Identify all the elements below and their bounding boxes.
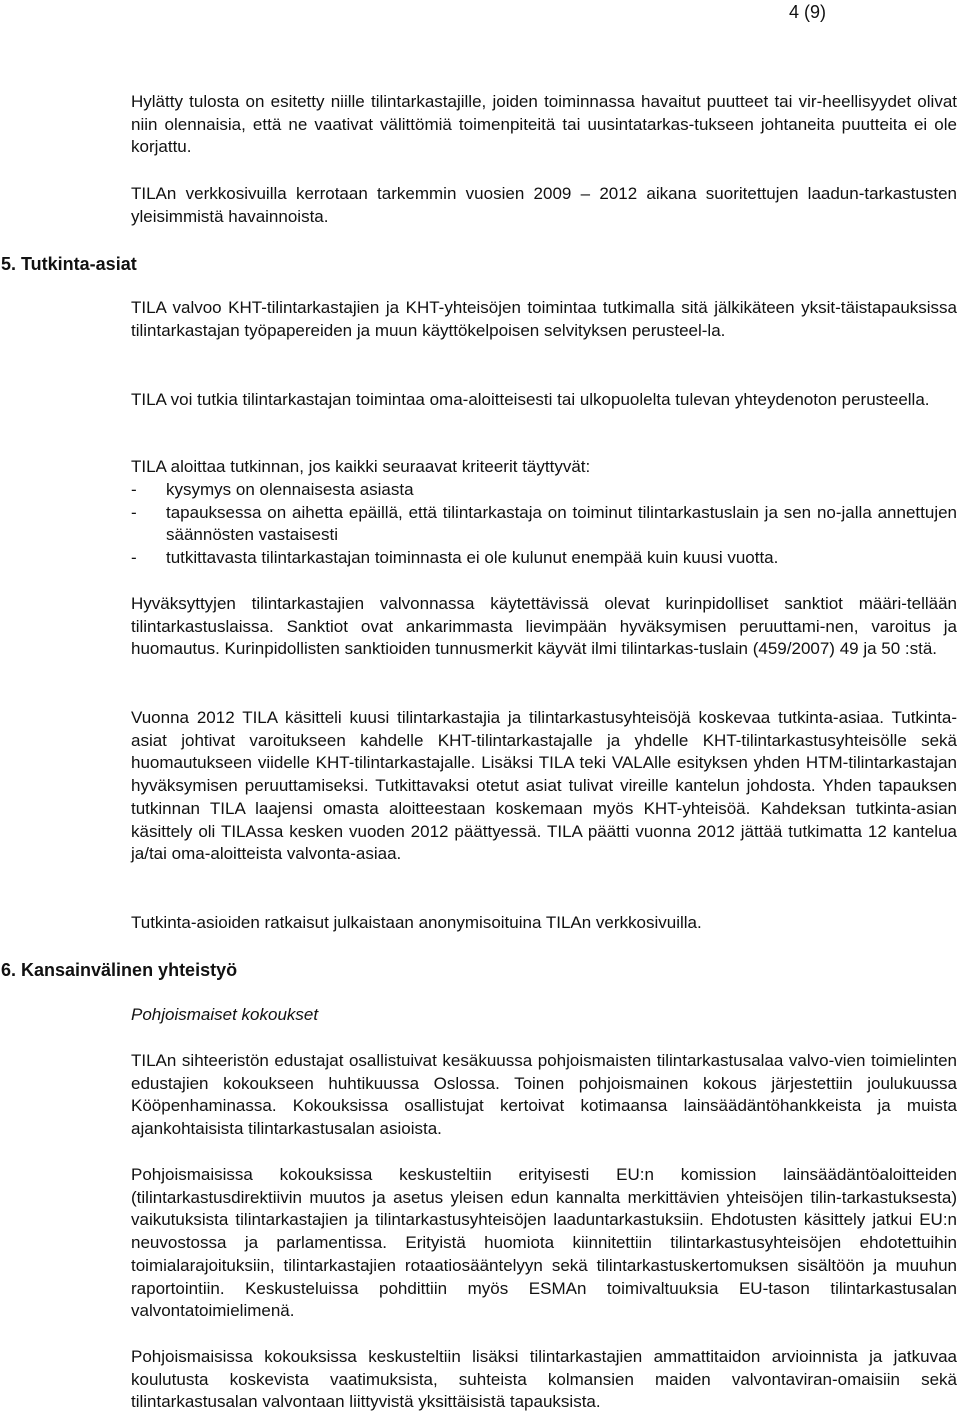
section-5-paragraph-2: TILA voi tutkia tilintarkastajan toimintaa oma-aloitteisesti tai ulkopuolelta tulevan yhteydenoton perusteella. <box>131 390 930 409</box>
section-6-subheading: Pohjoismaiset kokoukset <box>131 1005 319 1024</box>
list-item-text: tapauksessa on aihetta epäillä, että tilintarkastaja on toiminut tilintarkastuslain ja sen no-jalla annettujen säännösten vastaisesti <box>166 502 957 545</box>
intro-paragraph-1: Hylätty tulosta on esitetty niille tilintarkastajille, joiden toiminnassa havaitut puutteet tai vir-heellisyydet olivat niin olennaisia, että ne vaativat välittömiä toimenpiteitä tai uusintatarkas-tukseen johtaneita puutteita ei ole korjattu. <box>131 92 957 157</box>
criteria-list <box>131 479 957 570</box>
section-5-paragraph-5: Tutkinta-asioiden ratkaisut julkaistaan anonymisoituina TILAn verkkosivuilla. <box>131 913 702 932</box>
intro-paragraph-2: TILAn verkkosivuilla kerrotaan tarkemmin vuosien 2009 – 2012 aikana suoritettujen laadun-tarkastusten yleisimmistä havainnoista. <box>131 184 957 226</box>
list-dash: - <box>131 502 137 522</box>
list-item <box>131 547 957 570</box>
list-item <box>131 479 957 502</box>
page-number: 4 (9) <box>788 2 826 22</box>
list-item-text: kysymys on olennaisesta asiasta <box>166 480 414 499</box>
section-6-heading: 6. Kansainvälinen yhteistyö <box>1 960 238 980</box>
list-dash: - <box>131 480 137 499</box>
section-6-paragraph-1: TILAn sihteeristön edustajat osallistuivat kesäkuussa pohjoismaisten tilintarkastusalaa valvo-vien toimielinten edustajien kokoukseen huhtikuussa Oslossa. Toinen pohjoismainen kokous järjestettiin joulukuussa Kööpenhaminassa. Kokouksissa osallistujat kertoivat kotimaansa lainsäädäntöhankkeista ja muista ajankohtaisista tilintarkastusalan asioista. <box>131 1051 957 1139</box>
section-5-heading: 5. Tutkinta-asiat <box>1 254 137 274</box>
criteria-intro: TILA aloittaa tutkinnan, jos kaikki seuraavat kriteerit täyttyvät: <box>131 457 591 476</box>
section-5-paragraph-3: Hyväksyttyjen tilintarkastajien valvonnassa käytettävissä olevat kurinpidolliset sanktiot määri-tellään tilintarkastuslaissa. Sanktiot ovat ankarimmasta lievimpään hyväksymisen peruuttami-nen, varoitus ja huomautus. Kurinpidollisten sanktioiden tunnusmerkit käyvät ilmi tilintarkas-tuslain (459/2007) 49 ja 50 :stä. <box>131 594 957 659</box>
list-item-text: tutkittavasta tilintarkastajan toiminnasta ei ole kulunut enempää kuin kuusi vuotta. <box>166 548 779 568</box>
list-item <box>131 502 957 547</box>
section-5-paragraph-1: TILA valvoo KHT-tilintarkastajien ja KHT-yhteisöjen toimintaa tutkimalla sitä jälkikäteen yksit-täistapauksissa tilintarkastajan työpapereiden ja muun käyttökelpoisen selvityksen perusteel-la. <box>131 298 957 340</box>
section-5-paragraph-4: Vuonna 2012 TILA käsitteli kuusi tilintarkastajia ja tilintarkastusyhteisöjä koskevaa tutkinta-asiaa. Tutkinta-asiat johtivat varoitukseen kahdelle KHT-tilintarkastajalle ja yhdelle KHT-tilintarkastusyhteisölle sekä huomautukseen viidelle KHT-tilintarkastajalle. Lisäksi TILA teki VALAlle esityksen yhden HTM-tilintarkastajan hyväksymisen peruuttamiseksi. Tutkittavaksi otetut asiat tulivat vireille kantelun johdosta. Yhden tapauksen tutkinnan TILA laajensi omasta aloitteestaan koskemaan myös KHT-yhteisöä. Kahdeksan tutkinta-asian käsittely oli TILAssa kesken vuoden 2012 päättyessä. TILA päätti vuonna 2012 jättää tutkimatta 12 kantelua ja/tai oma-aloitteista valvonta-asiaa. <box>131 708 957 864</box>
list-dash: - <box>131 548 137 568</box>
section-6-paragraph-3: Pohjoismaisissa kokouksissa keskusteltiin lisäksi tilintarkastajien ammattitaidon arvioinnista ja jatkuvaa koulutusta koskevista vaatimuksista, suhteista kolmansien maiden valvontaviran-omaisiin sekä tilintarkastusalan valvontaan liittyvistä yksittäisistä tapauksista. <box>131 1347 957 1412</box>
section-6-paragraph-2: Pohjoismaisissa kokouksissa keskusteltiin erityisesti EU:n komission lainsäädäntöaloitteiden (tilintarkastusdirektiivin muutos ja asetus yleisen edun kannalta merkittävien yhteisöjen tilin-tarkastuksesta) vaikutuksista tilintarkastajien ja tilintarkastusyhteisöjen laaduntarkastuksiin. Ehdotusten käsittely jatkui EU:n neuvostossa ja parlamentissa. Erityistä huomiota kiinnitettiin tilintarkastusyhteisöjen ehdotettuihin toimialarajoituksiin, tilintarkastajien rotaatiosääntelyyn sekä tilintarkastuskertomuksen sisältöön ja muuhun raportointiin. Keskusteluissa pohdittiin myös ESMAn toimivaltuuksia EU-tason tilintarkastusalan valvontatoimielimenä. <box>131 1165 957 1321</box>
